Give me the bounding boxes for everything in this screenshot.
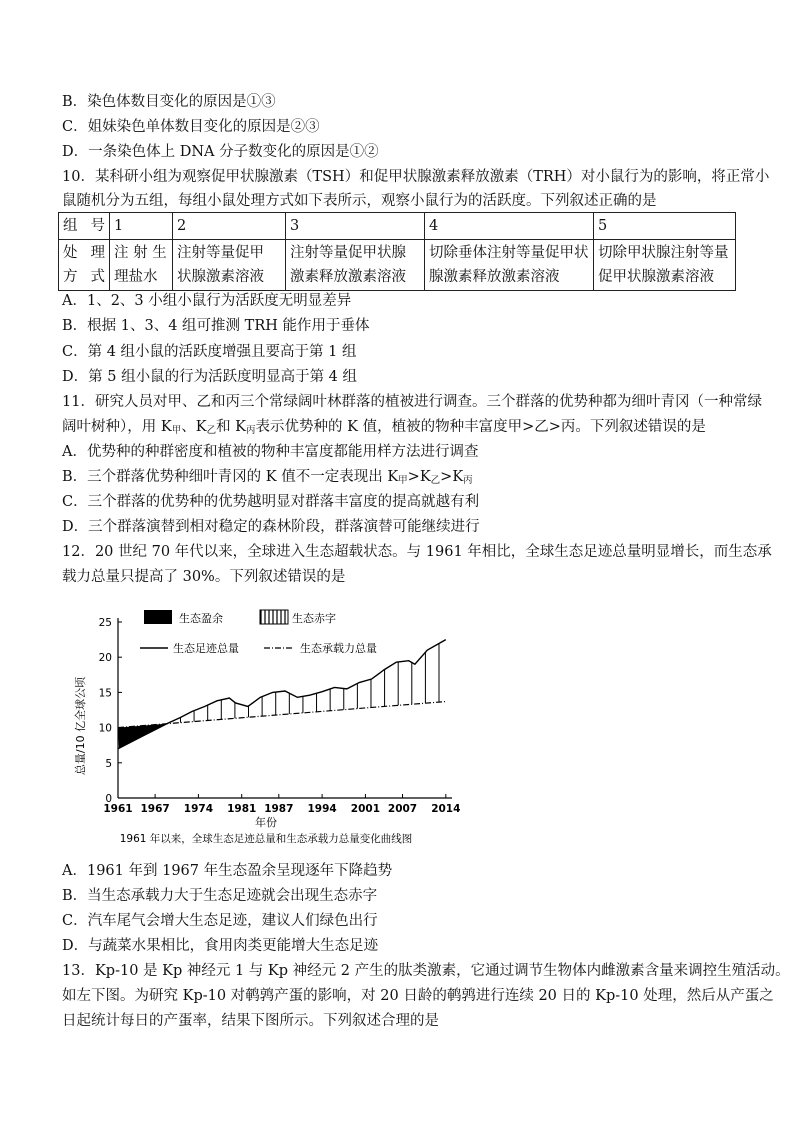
table-cell-group-1: 1 xyxy=(110,213,173,240)
q12-stem-line1: 12．20 世纪 70 年代以来，全球进入生态超载状态。与 1961 年相比，全球生态足迹总量明显增长，而生态承 xyxy=(62,544,772,560)
q11-option-c: C．三个群落的优势种的优势越明显对群落丰富度的提高就越有利 xyxy=(62,494,480,510)
treatment-1-line1: 注 射 生 xyxy=(114,245,167,261)
q12-option-b: B．当生态承载力大于生态足迹就会出现生态赤字 xyxy=(62,888,378,904)
legend-surplus-swatch xyxy=(144,610,172,624)
subscript-yi: 乙 xyxy=(430,475,441,486)
q11-text: 和 K xyxy=(216,419,247,435)
subscript-yi: 乙 xyxy=(206,425,217,436)
treatment-2-line1: 注射等量促甲 xyxy=(177,245,264,261)
x-tick-label: 1987 xyxy=(264,803,294,815)
ecological-footprint-chart xyxy=(74,600,480,850)
table-cell-treatment-4 xyxy=(425,240,594,291)
y-tick-label: 20 xyxy=(98,652,112,665)
y-tick-label: 15 xyxy=(98,687,112,700)
chart-marks xyxy=(118,640,446,749)
q10-stem-line1: 10．某科研小组为观察促甲状腺激素（TSH）和促甲状腺激素释放激素（TRH）对小鼠行为的影响，将正常小 xyxy=(62,169,770,185)
x-tick-label: 2007 xyxy=(387,803,418,815)
x-tick-label: 1981 xyxy=(227,803,257,815)
q10-option-d: D．第 5 组小鼠的行为活跃度明显高于第 4 组 xyxy=(62,369,358,385)
x-tick-label: 2001 xyxy=(350,803,381,815)
q11-text: 表示优势种的 K 值，植被的物种丰富度甲>乙>丙。下列叙述错误的是 xyxy=(255,419,706,435)
table-cell-treatment-3 xyxy=(286,240,425,291)
table-cell-group-3: 3 xyxy=(286,213,425,240)
q12-option-d: D．与蔬菜水果相比，食用肉类更能增大生态足迹 xyxy=(62,938,379,954)
legend-deficit-label: 生态赤字 xyxy=(292,612,336,625)
legend-surplus-label: 生态盈余 xyxy=(179,612,223,625)
table-cell-treatment-label xyxy=(59,240,110,291)
q12-option-a: A．1961 年到 1967 年生态盈余呈现逐年下降趋势 xyxy=(62,863,393,879)
q9-option-c: C．姐妹染色单体数目变化的原因是②③ xyxy=(62,119,320,135)
subscript-jia: 甲 xyxy=(171,425,182,436)
treatment-3-line1: 注射等量促甲状腺 xyxy=(290,245,406,261)
q13-stem-line3: 日起统计每日的产蛋率，结果下图所示。下列叙述合理的是 xyxy=(62,1013,439,1029)
subscript-bing: 丙 xyxy=(246,425,256,436)
q11-option-b-text: >K xyxy=(407,469,431,485)
y-tick-label: 25 xyxy=(98,617,112,629)
q9-option-d: D．一条染色体上 DNA 分子数变化的原因是①② xyxy=(62,144,379,160)
y-axis-label: 总量/10 亿全球公顷 xyxy=(74,676,87,776)
y-tick-label: 10 xyxy=(98,722,112,735)
x-tick-label: 1994 xyxy=(307,803,337,815)
legend-footprint-label: 生态足迹总量 xyxy=(173,642,239,655)
chart-axes xyxy=(99,617,461,815)
q11-option-d: D．三个群落演替到相对稳定的森林阶段，群落演替可能继续进行 xyxy=(62,519,480,535)
treatment-2-line2: 状腺激素溶液 xyxy=(177,269,264,285)
legend-deficit-swatch xyxy=(260,610,288,624)
series-footprint-line xyxy=(118,640,446,749)
treatment-1-line2: 理盐水 xyxy=(114,269,158,285)
table-cell-treatment-5 xyxy=(594,240,736,291)
q13-stem-line1: 13．Kp-10 是 Kp 神经元 1 与 Kp 神经元 2 产生的肽类激素，它通过调节生物体内雌激素含量来调控生殖活动。 xyxy=(62,963,790,979)
q12-option-c: C．汽车尾气会增大生态足迹，建议人们绿色出行 xyxy=(62,913,378,929)
q9-option-b: B．染色体数目变化的原因是①③ xyxy=(62,94,276,110)
q10-option-c: C．第 4 组小鼠的活跃度增强且要高于第 1 组 xyxy=(62,344,357,360)
y-tick-label: 5 xyxy=(105,757,112,770)
x-tick-label: 1961 xyxy=(103,803,133,815)
treatment-label-line2: 方式 xyxy=(63,269,105,285)
x-axis-label: 年份 xyxy=(255,816,277,829)
table-cell-group-label: 组号 xyxy=(59,213,110,240)
q13-stem-line2: 如左下图。为研究 Kp-10 对鹌鹑产蛋的影响，对 20 日龄的鹌鹑进行连续 20 日的 Kp-10 处理，然后从产蛋之 xyxy=(62,988,774,1004)
q11-option-b xyxy=(62,467,473,491)
y-tick-label: 0 xyxy=(105,793,112,805)
table-row-header xyxy=(59,213,736,240)
treatment-3-line2: 激素释放激素溶液 xyxy=(290,269,406,285)
q11-stem-line1: 11．研究人员对甲、乙和丙三个常绿阔叶林群落的植被进行调查。三个群落的优势种都为细叶青冈（一种常绿 xyxy=(62,394,762,410)
treatment-5-line2: 促甲状腺激素溶液 xyxy=(598,269,714,285)
q11-option-b-text: B．三个群落优势种细叶青冈的 K 值不一定表现出 K xyxy=(62,469,399,485)
x-tick-label: 2014 xyxy=(431,803,461,815)
q10-stem-line2: 鼠随机分为五组，每组小鼠处理方式如下表所示，观察小鼠行为的活跃度。下列叙述正确的是 xyxy=(62,193,657,209)
treatment-label-line1: 处 理 xyxy=(63,245,105,261)
table-cell-group-5: 5 xyxy=(594,213,736,240)
q12-stem-line2: 载力总量只提高了 30%。下列叙述错误的是 xyxy=(62,569,346,585)
q11-option-b-text: >K xyxy=(440,469,464,485)
chart-title: 1961 年以来，全球生态足迹总量和生态承载力总量变化曲线图 xyxy=(119,833,413,845)
table-row-treatment xyxy=(59,240,736,291)
table-cell-group-2: 2 xyxy=(173,213,286,240)
legend-capacity-label: 生态承载力总量 xyxy=(300,642,377,655)
q11-text: 阔叶树种），用 K xyxy=(62,419,172,435)
subscript-jia: 甲 xyxy=(398,475,408,486)
table-cell-group-4: 4 xyxy=(425,213,594,240)
table-cell-treatment-1 xyxy=(110,240,173,291)
q11-option-a: A．优势种的种群密度和植被的物种丰富度都能用样方法进行调查 xyxy=(62,444,479,460)
treatment-4-line2: 腺激素释放激素溶液 xyxy=(429,269,560,285)
q11-text: 、K xyxy=(181,419,207,435)
treatment-5-line1: 切除甲状腺注射等量 xyxy=(598,245,729,261)
q11-stem-line2 xyxy=(62,417,706,441)
q10-table xyxy=(58,212,736,291)
x-tick-label: 1967 xyxy=(140,803,170,815)
q10-option-b: B．根据 1、3、4 组可推测 TRH 能作用于垂体 xyxy=(62,318,370,334)
subscript-bing: 丙 xyxy=(463,475,473,486)
q10-option-a: A．1、2、3 小组小鼠行为活跃度无明显差异 xyxy=(62,293,352,309)
treatment-4-line1: 切除垂体注射等量促甲状 xyxy=(429,245,589,261)
x-tick-label: 1974 xyxy=(183,803,214,815)
table-cell-treatment-2 xyxy=(173,240,286,291)
